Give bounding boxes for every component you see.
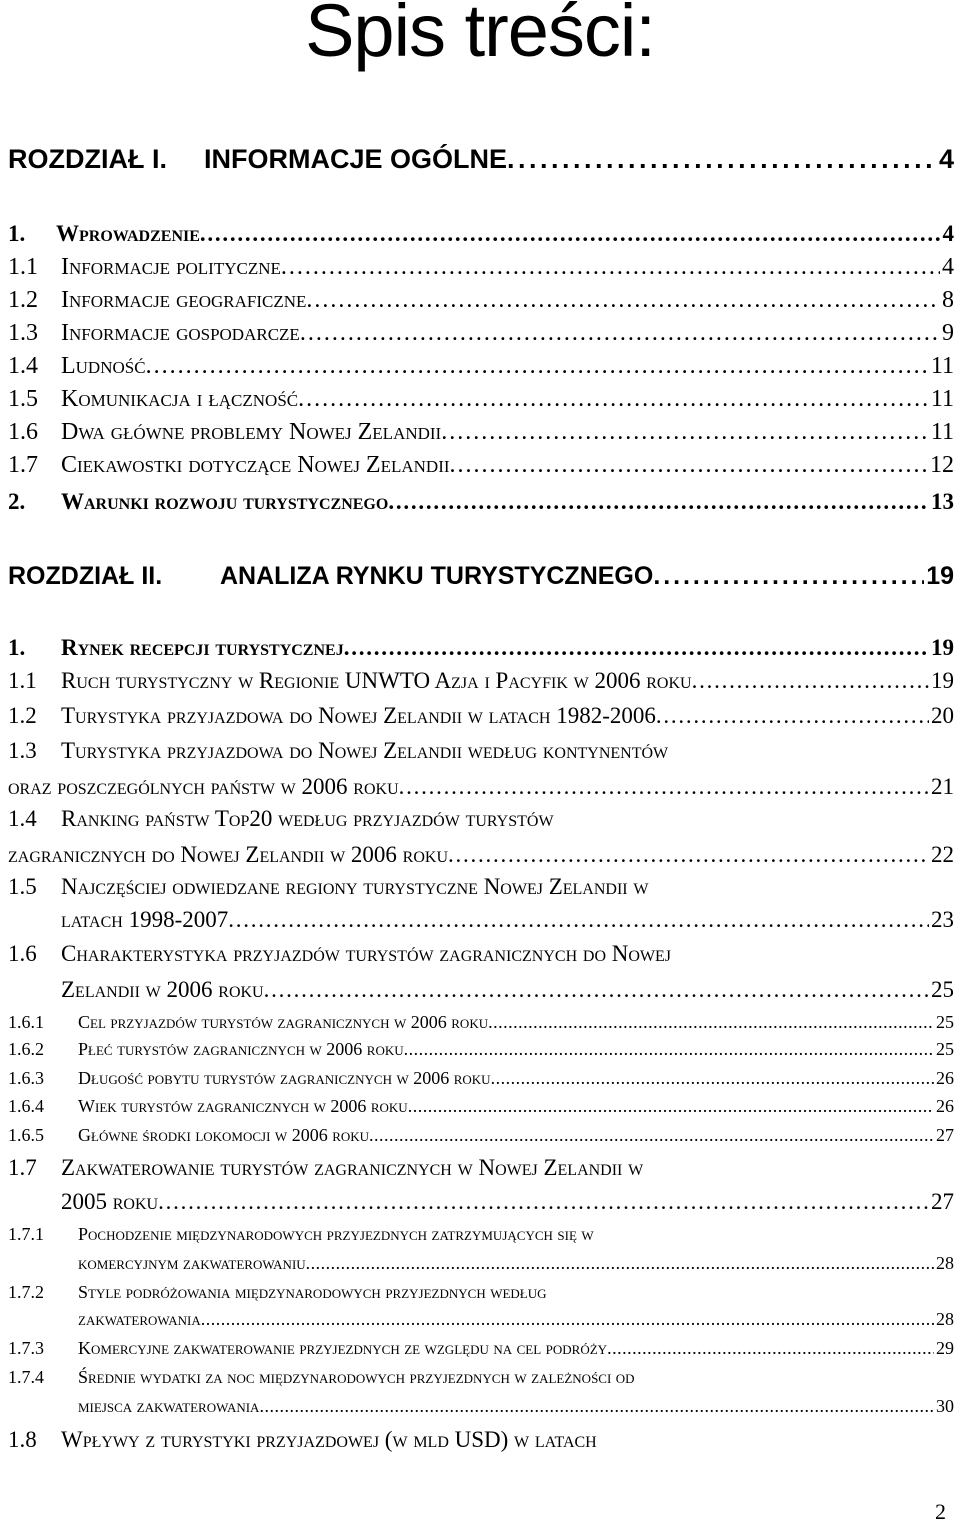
toc-dot-leader [228, 908, 929, 931]
toc-dot-leader [298, 387, 929, 411]
toc-entry-page: 19 [931, 668, 954, 693]
toc-entry[interactable] [8, 1126, 954, 1144]
toc-dot-leader [146, 354, 929, 378]
toc-entry-page: 25 [931, 977, 954, 1002]
toc-entry-page: 12 [930, 452, 954, 478]
toc-entry-title: Warunki rozwoju turystycznego [61, 489, 389, 514]
toc-entry-page: 4 [942, 254, 954, 280]
toc-dot-leader [344, 636, 929, 659]
toc-entry-number: ROZDZIAŁ I. [8, 144, 167, 174]
toc-entry-continuation[interactable] [78, 1310, 954, 1328]
toc-entry-number: 1.6.1 [8, 1012, 44, 1032]
toc-entry-title: Średnie wydatki za noc międzynarodowych przyjezdnych w zależności od [78, 1367, 635, 1387]
toc-entry-page: 11 [930, 419, 954, 445]
toc-entry-page: 28 [936, 1309, 954, 1329]
toc-entry[interactable] [8, 1069, 954, 1087]
toc-entry-page: 28 [936, 1253, 954, 1273]
toc-entry[interactable] [8, 1156, 643, 1179]
toc-entry-number: 1.6.2 [8, 1039, 44, 1059]
toc-entry-title: Ruch turystyczny w Regionie UNWTO Azja i Pacyfik w 2006 roku [61, 668, 692, 693]
toc-entry-title: Zelandii w 2006 roku [61, 977, 264, 1002]
toc-entry-number: 1.6.3 [8, 1068, 44, 1088]
toc-entry-title: Pochodzenie międzynarodowych przyjezdnych zatrzymujących się w [78, 1224, 594, 1244]
toc-entry-title: Informacje geograficzne [61, 287, 307, 313]
toc-entry[interactable] [8, 875, 648, 898]
toc-entry-continuation[interactable] [61, 1190, 954, 1213]
toc-entry-title: Ranking państw Top20 według przyjazdów turystów [61, 806, 554, 831]
toc-entry-number: 1.2 [8, 703, 37, 728]
toc-entry[interactable] [8, 1225, 594, 1243]
toc-dot-leader [264, 978, 929, 1001]
toc-dot-leader [300, 321, 940, 345]
toc-entry-page: 21 [931, 774, 954, 799]
toc-entry-page: 22 [931, 842, 954, 867]
toc-entry-title: Informacje gospodarcze [61, 320, 300, 346]
toc-dot-leader [692, 669, 929, 692]
toc-entry-number: 1.5 [8, 386, 38, 412]
toc-dot-leader [404, 1040, 934, 1058]
toc-entry-title: 2005 roku [61, 1189, 159, 1214]
toc-entry-number: 1.7.2 [8, 1282, 44, 1302]
toc-dot-leader [200, 222, 941, 245]
page-number: 2 [935, 1499, 946, 1524]
toc-entry-page: 4 [942, 221, 954, 246]
toc-entry[interactable] [8, 420, 954, 444]
toc-dot-leader [281, 255, 940, 279]
toc-entry-number: 1.6 [8, 941, 37, 966]
toc-entry-number: 1.2 [8, 287, 38, 313]
toc-entry-page: 29 [936, 1338, 954, 1358]
toc-entry-number: 2. [8, 489, 26, 514]
toc-entry-page: 26 [936, 1096, 954, 1116]
toc-dot-leader [306, 288, 940, 312]
toc-entry-title: Komunikacja i łączność [61, 386, 299, 412]
toc-entry-continuation[interactable] [8, 775, 954, 798]
toc-entry[interactable] [8, 222, 954, 245]
toc-entry[interactable] [8, 1339, 954, 1357]
toc-entry[interactable] [8, 146, 954, 173]
toc-entry-page: 20 [931, 703, 954, 728]
toc-entry[interactable] [8, 1013, 954, 1031]
toc-entry[interactable] [8, 255, 954, 279]
toc-entry-page: 25 [936, 1012, 954, 1032]
toc-dot-leader [607, 1339, 934, 1357]
toc-entry-number: 1.4 [8, 806, 37, 831]
toc-entry-title: Płeć turystów zagranicznych w 2006 roku [78, 1039, 404, 1059]
toc-entry-number: 1. [8, 221, 26, 246]
toc-entry-page: 25 [936, 1039, 954, 1059]
toc-entry-continuation[interactable] [61, 908, 954, 931]
toc-entry-number: 1.1 [8, 668, 37, 693]
toc-entry[interactable] [8, 490, 954, 513]
toc-entry-title: latach 1998-2007 [61, 907, 229, 932]
toc-dot-leader [259, 1397, 934, 1415]
page-title: Spis treści: [305, 0, 655, 72]
toc-dot-leader [507, 146, 937, 173]
toc-dot-leader [201, 1310, 934, 1328]
toc-dot-leader [408, 1097, 934, 1115]
toc-entry[interactable] [8, 704, 954, 727]
toc-entry-number: 1.7.4 [8, 1367, 44, 1387]
toc-entry[interactable] [8, 453, 954, 477]
toc-entry-page: 11 [930, 386, 954, 412]
toc-entry-continuation[interactable] [78, 1254, 954, 1272]
toc-entry-page: 11 [930, 353, 954, 379]
toc-entry-title: Wpływy z turystyki przyjazdowej (w mld USD) w latach [61, 1427, 597, 1452]
toc-entry-page: 9 [942, 320, 954, 346]
toc-entry-title: INFORMACJE OGÓLNE [204, 144, 508, 174]
toc-entry[interactable] [8, 807, 554, 830]
toc-entry[interactable] [8, 1097, 954, 1115]
toc-entry-page: 4 [938, 144, 954, 174]
toc-dot-leader [441, 420, 929, 444]
toc-entry-page: 8 [942, 287, 954, 313]
toc-entry-page: 26 [936, 1068, 954, 1088]
toc-entry-number: 1.1 [8, 254, 38, 280]
toc-entry-title: komercyjnym zakwaterowaniu [78, 1253, 306, 1273]
toc-entry-number: 1.6.5 [8, 1125, 44, 1145]
toc-entry-title: Długość pobytu turystów zagranicznych w 2006 roku [78, 1068, 491, 1088]
toc-entry-page: 27 [936, 1125, 954, 1145]
toc-entry-title: Style podróżowania międzynarodowych przyjezdnych według [78, 1282, 547, 1302]
toc-entry-title: Rynek recepcji turystycznej [61, 635, 344, 660]
toc-entry[interactable] [8, 354, 954, 378]
toc-entry-number: 1.3 [8, 320, 38, 346]
toc-entry[interactable] [8, 942, 671, 965]
toc-entry-page: 13 [931, 489, 954, 514]
toc-entry-continuation[interactable] [78, 1397, 954, 1415]
toc-entry[interactable] [8, 321, 954, 345]
toc-entry-number: 1.4 [8, 353, 38, 379]
toc-entry-page: 19 [931, 635, 954, 660]
toc-entry-number: ROZDZIAŁ II. [8, 562, 163, 590]
toc-entry-title: Wiek turystów zagranicznych w 2006 roku [78, 1096, 408, 1116]
toc-entry-number: 1.7.3 [8, 1338, 44, 1358]
toc-entry-page: 23 [931, 907, 954, 932]
toc-entry-number: 1.7 [8, 452, 38, 478]
toc-entry-title: Ludność [61, 353, 146, 379]
toc-entry-page: 30 [936, 1396, 954, 1416]
toc-entry-number: 1.8 [8, 1427, 37, 1452]
toc-entry-title: zagranicznych do Nowej Zelandii w 2006 roku [8, 842, 449, 867]
toc-dot-leader [488, 1013, 934, 1031]
toc-entry-title: Charakterystyka przyjazdów turystów zagranicznych do Nowej [61, 941, 672, 966]
toc-entry-continuation[interactable] [61, 978, 954, 1001]
toc-dot-leader [306, 1254, 934, 1272]
toc-entry[interactable] [8, 1368, 635, 1386]
toc-entry-title: Turystyka przyjazdowa do Nowej Zelandii w latach 1982-2006 [61, 703, 656, 728]
toc-entry-page: 19 [926, 562, 954, 590]
toc-entry-title: Informacje polityczne [61, 254, 281, 280]
toc-dot-leader [369, 1126, 934, 1144]
toc-entry[interactable] [8, 669, 954, 692]
toc-dot-leader [450, 453, 928, 477]
toc-entry[interactable] [8, 288, 954, 312]
toc-entry[interactable] [8, 636, 954, 659]
toc-entry-number: 1.6.4 [8, 1096, 44, 1116]
toc-entry-number: 1.6 [8, 419, 38, 445]
toc-entry-title: Ciekawostki dotyczące Nowej Zelandii [61, 452, 450, 478]
toc-entry-title: Wprowadzenie [56, 221, 200, 246]
toc-entry-title: oraz poszczególnych państw w 2006 roku [8, 774, 399, 799]
toc-entry-title: Najczęściej odwiedzane regiony turystyczne Nowej Zelandii w [61, 874, 649, 899]
toc-entry-title: zakwaterowania [78, 1309, 201, 1329]
toc-entry[interactable] [8, 1040, 954, 1058]
toc-dot-leader [448, 843, 929, 866]
toc-entry-number: 1.5 [8, 874, 37, 899]
toc-dot-leader [653, 564, 924, 589]
toc-entry-title: Dwa główne problemy Nowej Zelandii [61, 419, 442, 445]
toc-entry-title: Cel przyjazdów turystów zagranicznych w 2006 roku [78, 1012, 489, 1032]
toc-entry[interactable] [8, 1283, 547, 1301]
toc-entry-page: 27 [931, 1189, 954, 1214]
toc-dot-leader [388, 490, 929, 513]
toc-entry[interactable] [8, 739, 668, 762]
toc-entry-title: Komercyjne zakwaterowanie przyjezdnych ze względu na cel podróży [78, 1338, 608, 1358]
toc-entry-title: ANALIZA RYNKU TURYSTYCZNEGO [220, 562, 654, 590]
toc-entry-title: miejsca zakwaterowania [78, 1396, 260, 1416]
toc-entry[interactable] [8, 387, 954, 411]
toc-entry-number: 1.3 [8, 738, 37, 763]
toc-entry-title: Zakwaterowanie turystów zagranicznych w Nowej Zelandii w [61, 1155, 644, 1180]
toc-entry-title: Turystyka przyjazdowa do Nowej Zelandii według kontynentów [61, 738, 669, 763]
toc-entry[interactable] [8, 1428, 597, 1451]
toc-entry-number: 1. [8, 635, 26, 660]
toc-dot-leader [491, 1069, 934, 1087]
toc-entry-number: 1.7.1 [8, 1224, 44, 1244]
toc-entry-number: 1.7 [8, 1155, 37, 1180]
toc-entry-continuation[interactable] [8, 843, 954, 866]
toc-dot-leader [656, 704, 929, 727]
toc-entry[interactable] [8, 564, 954, 589]
toc-dot-leader [399, 775, 929, 798]
toc-dot-leader [158, 1190, 929, 1213]
toc-entry-title: Główne środki lokomocji w 2006 roku [78, 1125, 370, 1145]
